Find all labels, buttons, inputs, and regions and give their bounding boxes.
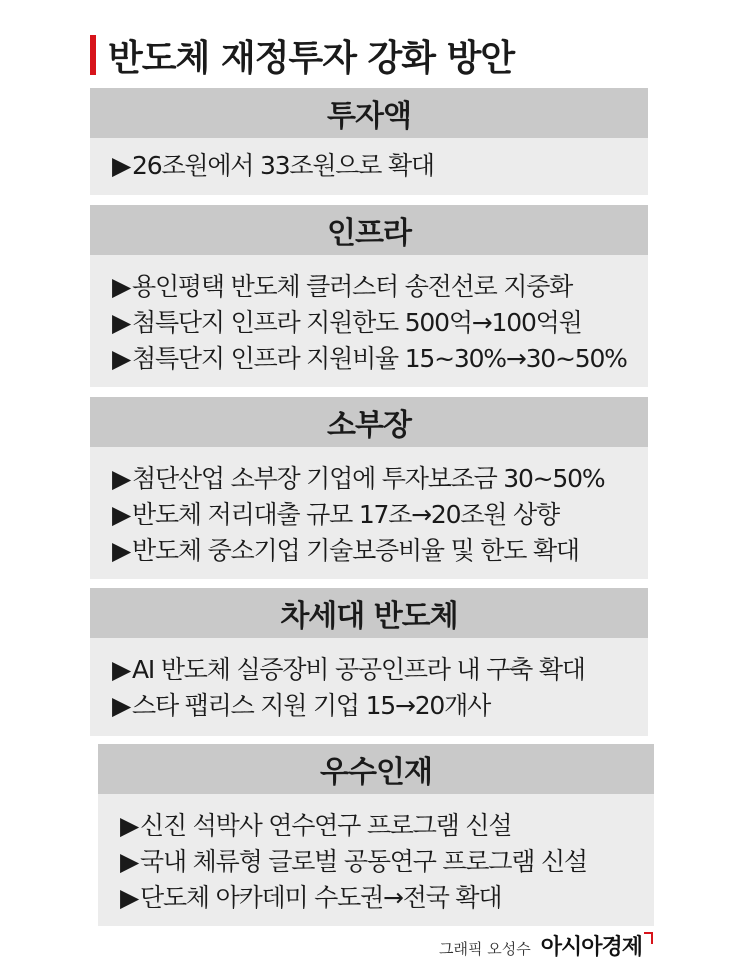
section-body: [90, 255, 648, 387]
item-text: 용인평택 반도체 클러스터 송전선로 지중화: [132, 272, 573, 301]
section-body: [90, 447, 648, 579]
section-heading: 우수인재: [98, 744, 654, 794]
list-item: [120, 844, 654, 880]
list-item: [112, 341, 648, 377]
bullet-arrow-icon: ▶: [120, 883, 139, 912]
section-body: [90, 638, 648, 736]
list-item: [112, 461, 648, 497]
brand-logo: 아시아경제: [540, 935, 642, 960]
list-item: [112, 305, 648, 341]
item-text: 첨특단지 인프라 지원비율 15~30%→30~50%: [132, 344, 627, 373]
brand-mark-icon: [644, 932, 653, 944]
section-heading: 소부장: [90, 397, 648, 447]
item-text: 국내 체류형 글로벌 공동연구 프로그램 신설: [140, 847, 587, 876]
section-next-gen-semiconductor: [90, 588, 648, 736]
section-investment: [90, 88, 648, 195]
bullet-arrow-icon: ▶: [120, 847, 139, 876]
section-infrastructure: [90, 205, 648, 387]
section-body: [98, 794, 654, 926]
bullet-arrow-icon: ▶: [112, 655, 131, 684]
section-heading: 인프라: [90, 205, 648, 255]
section-heading: 차세대 반도체: [90, 588, 648, 638]
list-item: [112, 533, 648, 569]
bullet-arrow-icon: ▶: [112, 536, 131, 565]
section-materials-parts-equipment: [90, 397, 648, 579]
list-item: [112, 269, 648, 305]
section-heading: 투자액: [90, 88, 648, 138]
list-item: [112, 497, 648, 533]
graphic-credit: 그래픽 오성수: [439, 940, 531, 958]
section-body: [90, 138, 648, 195]
page-title: 반도체 재정투자 강화 방안: [108, 37, 515, 79]
section-talent: [98, 744, 654, 926]
bullet-arrow-icon: ▶: [112, 464, 131, 493]
item-text: 단도체 아카데미 수도권→전국 확대: [140, 883, 502, 912]
bullet-arrow-icon: ▶: [112, 691, 131, 720]
bullet-arrow-icon: ▶: [112, 272, 131, 301]
item-text: 26조원에서 33조원으로 확대: [132, 151, 434, 180]
footer: [439, 930, 653, 961]
title-accent-bar: [90, 35, 96, 75]
bullet-arrow-icon: ▶: [112, 344, 131, 373]
bullet-arrow-icon: ▶: [112, 500, 131, 529]
title-block: [90, 30, 514, 80]
item-text: 첨특단지 인프라 지원한도 500억→100억원: [132, 308, 582, 337]
item-text: AI 반도체 실증장비 공공인프라 내 구축 확대: [132, 655, 585, 684]
item-text: 반도체 저리대출 규모 17조→20조원 상향: [132, 500, 559, 529]
list-item: [112, 148, 648, 184]
item-text: 반도체 중소기업 기술보증비율 및 한도 확대: [132, 536, 579, 565]
item-text: 신진 석박사 연수연구 프로그램 신설: [140, 811, 512, 840]
bullet-arrow-icon: ▶: [120, 811, 139, 840]
list-item: [112, 652, 648, 688]
list-item: [120, 808, 654, 844]
bullet-arrow-icon: ▶: [112, 151, 131, 180]
item-text: 스타 팹리스 지원 기업 15→20개사: [132, 691, 491, 720]
item-text: 첨단산업 소부장 기업에 투자보조금 30~50%: [132, 464, 605, 493]
list-item: [112, 688, 648, 724]
list-item: [120, 880, 654, 916]
bullet-arrow-icon: ▶: [112, 308, 131, 337]
